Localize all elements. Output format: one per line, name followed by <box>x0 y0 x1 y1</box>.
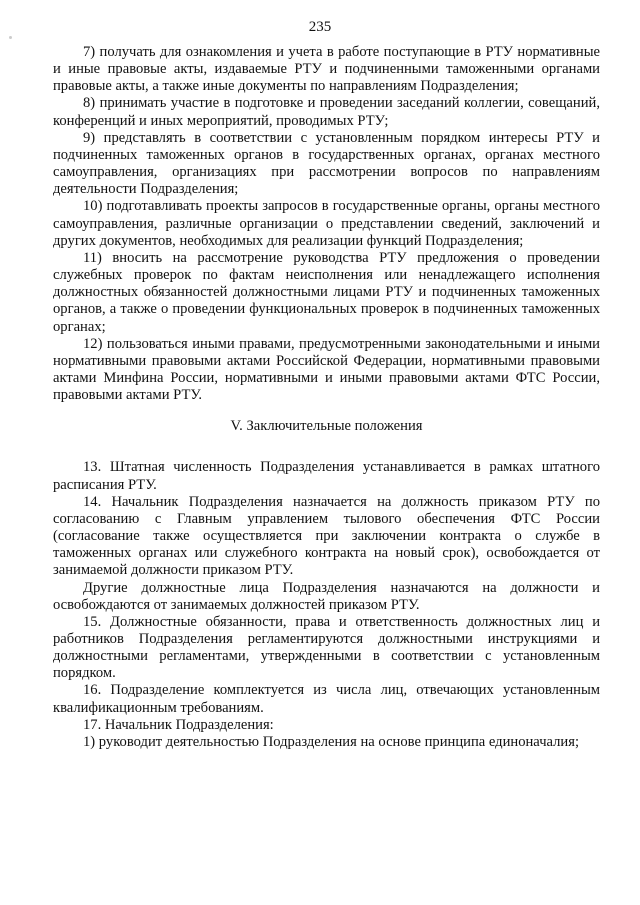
paragraph-item-11: 11) вносить на рассмотрение руководства РТУ предложения о проведении служебных проверок по фактам неисполнения или ненадлежащего исполнения должностных обязанностей должностными лицами РТУ и подчиненных таможенных органов, а также о проведении функциональных проверок в подчиненных таможенных органах; <box>53 249 600 335</box>
paragraph-clause-16: 16. Подразделение комплектуется из числа лиц, отвечающих установленным квалификационным требованиям. <box>53 682 600 716</box>
paragraph-item-12: 12) пользоваться иными правами, предусмотренными законодательными и иными нормативными правовыми актами Российской Федерации, нормативными правовыми актами Минфина России, нормативными и иными правовыми актами ФТС России, правовыми актами РТУ. <box>53 335 600 404</box>
paragraph-item-8: 8) принимать участие в подготовке и проведении заседаний коллегии, совещаний, конференций и иных мероприятий, проводимых РТУ; <box>53 95 600 129</box>
section-heading: V. Заключительные положения <box>230 418 423 435</box>
paragraph-clause-17: 17. Начальник Подразделения: <box>83 716 274 733</box>
paragraph-clause-14: 14. Начальник Подразделения назначается на должность приказом РТУ по согласованию с Главным управлением тылового обеспечения ФТС России (согласование также осуществляется при заключении контракта о службе в таможенных органах или служебного контракта на новый срок), освобождается от занимаемой должности приказом РТУ. <box>53 493 600 579</box>
paragraph-clause-14-continued: Другие должностные лица Подразделения назначаются на должности и освобождаются от занимаемых должностей приказом РТУ. <box>53 579 600 613</box>
paragraph-item-9: 9) представлять в соответствии с установленным порядком интересы РТУ и подчиненных таможенных органов в государственных органах, органах местного самоуправления, организациях при рассмотрении вопросов по направлениям деятельности Подразделения; <box>53 129 600 198</box>
scan-speck <box>9 36 12 39</box>
paragraph-clause-15: 15. Должностные обязанности, права и ответственность должностных лиц и работников Подразделения регламентируются должностными инструкциями и должностными регламентами, утвержденными в соответствии с установленным порядком. <box>53 613 600 682</box>
paragraph-item-7: 7) получать для ознакомления и учета в работе поступающие в РТУ нормативные и иные правовые акты, издаваемые РТУ и подчиненными таможенными органами правовые акты, а также иные документы по направлениям Подразделения; <box>53 44 600 95</box>
document-body <box>53 44 600 751</box>
paragraph-clause-17-item-1: 1) руководит деятельностью Подразделения на основе принципа единоначалия; <box>83 733 580 750</box>
paragraph-item-10: 10) подготавливать проекты запросов в государственные органы, органы местного самоуправления, различные организации о представлении сведений, заключений и других документов, необходимых для реализации функций Подразделения; <box>53 198 600 249</box>
paragraph-clause-13: 13. Штатная численность Подразделения устанавливается в рамках штатного расписания РТУ. <box>53 459 600 493</box>
page-number: 235 <box>308 19 332 35</box>
